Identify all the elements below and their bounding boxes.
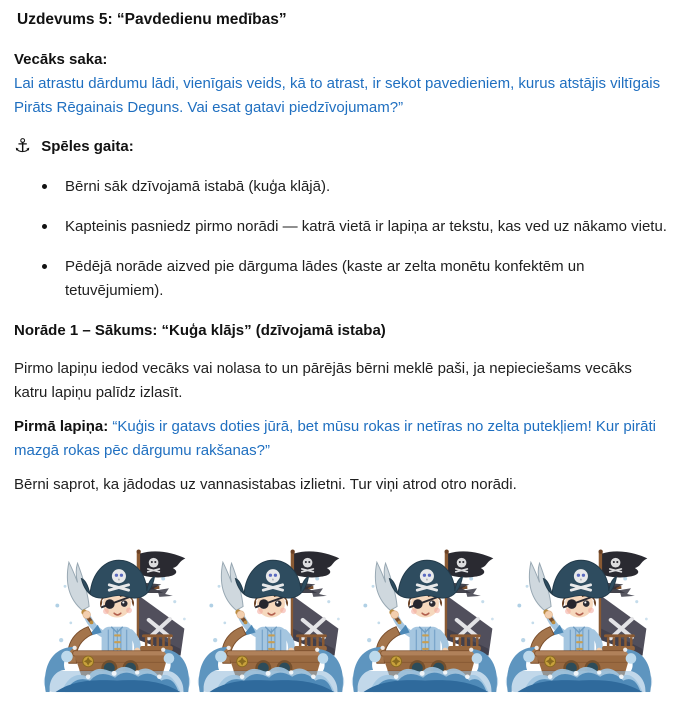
pirate-boy-illustration xyxy=(40,543,194,695)
clue1-note xyxy=(14,415,669,463)
clue1-heading: Norāde 1 – Sākums: “Kuģa klājs” (dzīvojamā istaba) xyxy=(14,322,386,339)
bullet-icon xyxy=(42,224,47,229)
page-title: Uzdevums 5: “Pavdedienu medības” xyxy=(17,11,287,28)
game-flow-heading-label: Spēles gaita: xyxy=(41,138,134,155)
game-flow-heading xyxy=(14,134,669,159)
parent-says-paragraph xyxy=(14,48,669,120)
bullet-text: Bērni sāk dzīvojamā istabā (kuģa klājā). xyxy=(65,178,331,195)
clue1-outro: Bērni saprot, ka jādodas uz vannasistabas izlietni. Tur viņi atrod otro norādi. xyxy=(14,476,517,493)
list-item xyxy=(42,215,669,239)
bullet-icon xyxy=(42,264,47,269)
illustration-row xyxy=(40,543,656,695)
list-item xyxy=(42,175,669,199)
bullet-icon xyxy=(42,184,47,189)
clue1-note-label: Pirmā lapiņa: xyxy=(14,418,109,435)
list-item xyxy=(42,255,669,303)
parent-says-label: Vecāks saka: xyxy=(14,51,108,68)
clue1-intro: Pirmo lapiņu iedod vecāks vai nolasa to un pārējās bērni meklē paši, ja nepieciešams vecāks katru lapiņu palīdz izlasīt. xyxy=(14,360,632,401)
parent-says-quote: Lai atrastu dārdumu lādi, vienīgais veids, kā to atrast, ir sekot pavedieniem, kurus atstājis viltīgais Pirāts Rēgainais Deguns. Vai esat gatavi piedzīvojumam?” xyxy=(14,75,661,116)
pirate-boy-illustration xyxy=(348,543,502,695)
pirate-boy-illustration xyxy=(502,543,656,695)
bullet-text: Kapteinis pasniedz pirmo norādi — katrā vietā ir lapiņa ar tekstu, kas ved uz nākamo vietu. xyxy=(65,218,667,235)
pirate-boy-illustration xyxy=(194,543,348,695)
bullet-text: Pēdējā norāde aizved pie dārguma lādes (kaste ar zelta monētu konfektēm un tetuvējumiem). xyxy=(65,258,585,299)
clue1-note-quote: “Kuģis ir gatavs doties jūrā, bet mūsu rokas ir netīras no zelta putekļiem! Kur pirāti mazgā rokas pēc dārgumu rakšanas?” xyxy=(14,418,656,459)
game-flow-bullet-list xyxy=(14,175,669,303)
anchor-icon: ⚓ xyxy=(14,136,32,157)
